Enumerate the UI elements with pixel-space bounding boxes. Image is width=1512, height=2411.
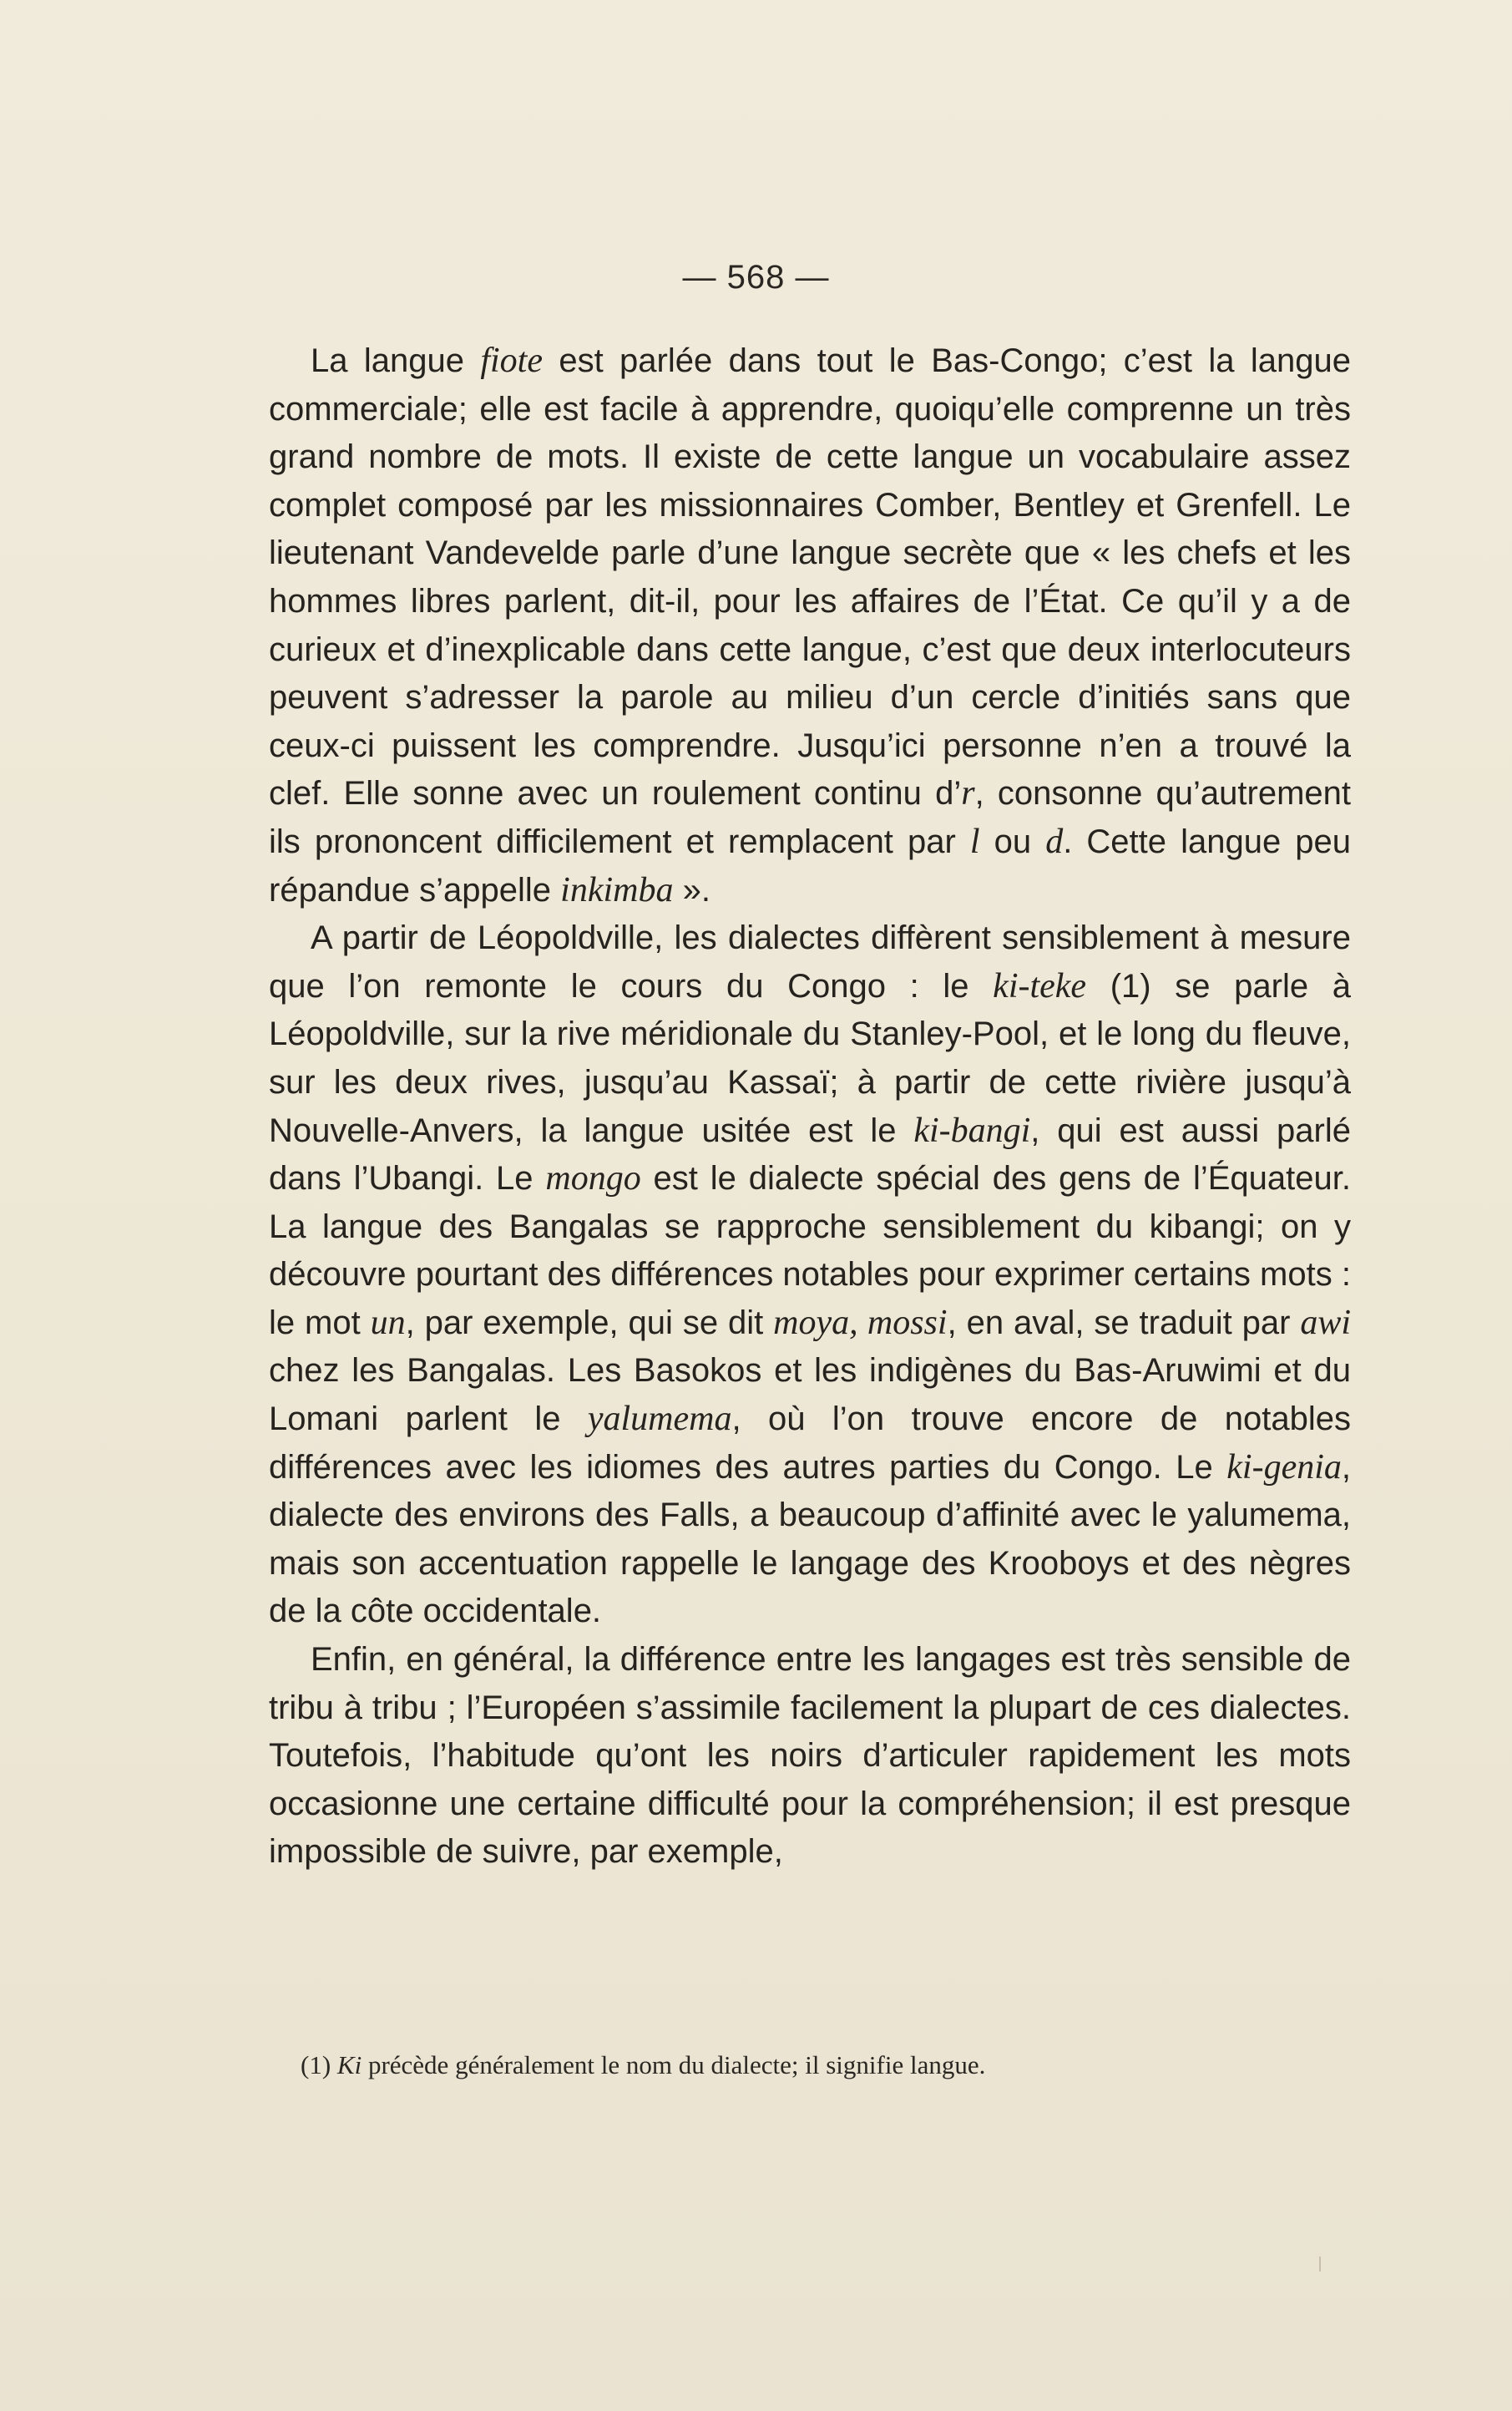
text-run: , par exemple, qui se dit: [405, 1304, 774, 1341]
paragraph: [269, 1636, 1351, 1877]
italic-term: ki-genia: [1226, 1447, 1342, 1487]
text-run: , dialecte des environs des Falls, a beaucoup d’affinité avec le yalumema, mais son accentuation rappelle le langage des Krooboys et des nègres de la côte occidentale.: [269, 1448, 1351, 1630]
paragraph: [269, 337, 1351, 914]
italic-term: inkimba: [560, 870, 674, 909]
text-run: est parlée dans tout le Bas-Congo; c’est la langue commerciale; elle est facile à apprendre, quoiqu’elle comprenne un très grand nombre de mots. Il existe de cette langue un vocabulaire assez complet composé par les missionnaires Comber, Bentley et Grenfell. Le lieutenant Vandevelde parle d’une langue secrète que « les chefs et les hommes libres parlent, dit-il, pour les affaires de l’État. Ce qu’il y a de curieux et d’inexplicable dans cette langue, c’est que deux interlocuteurs peuvent s’adresser la parole au milieu d’un cercle d’initiés sans que ceux-ci puissent les comprendre. Jusqu’ici personne n’en a trouvé la clef. Elle sonne avec un roulement continu d’: [269, 342, 1351, 813]
text-run: Enfin, en général, la différence entre les langages est très sensible de tribu à tribu ; l’Européen s’assimile facilement la plupart de ces dialectes. Toutefois, l’habitude qu’ont les noirs d’articuler rapidement les mots occasionne une certaine difficulté pour la compréhension; il est presque impossible de suivre, par exemple,: [269, 1641, 1351, 1871]
italic-term: awi: [1300, 1303, 1351, 1342]
italic-term: mongo: [545, 1159, 641, 1198]
text-run: A partir de Léopoldville, les dialectes diffèrent sensiblement à mesure que l’on remonte le cours du Congo : le: [269, 919, 1351, 1005]
text-run: chez les Bangalas. Les Basokos et les indigènes du Bas-Aruwimi et du Lomani parlent le: [269, 1352, 1351, 1438]
italic-term: ki-teke: [993, 966, 1087, 1005]
italic-term: un: [370, 1303, 406, 1342]
italic-term: yalumema: [587, 1400, 732, 1439]
text-run: ou: [979, 823, 1046, 860]
paper-speck: [1319, 2257, 1321, 2272]
text-run: , où l’on trouve encore de notables différences avec les idiomes des autres parties du Congo. Le: [269, 1401, 1352, 1486]
footnote: [301, 2049, 1353, 2082]
italic-term: ki-bangi: [913, 1111, 1031, 1150]
main-text: [269, 337, 1351, 1877]
text-run: . Cette langue peu répandue s’appelle: [269, 823, 1351, 909]
text-run: , en aval, se traduit par: [947, 1304, 1301, 1341]
text-run: est le dialecte spécial des gens de l’Équateur. La langue des Bangalas se rapproche sensiblement du kibangi; on y découvre pourtant des différences notables pour exprimer certains mots : le mot: [269, 1160, 1351, 1341]
text-run: précède généralement le nom du dialecte; il signifie langue.: [362, 2050, 986, 2079]
italic-term: d: [1045, 822, 1064, 861]
italic-term: r: [961, 774, 975, 813]
text-run: (1) se parle à Léopoldville, sur la rive méridionale du Stanley-Pool, et le long du fleuve, sur les deux rives, jusqu’au Kassaï; à partir de cette rivière jusqu’à Nouvelle-Anvers, la langue usitée est le: [269, 967, 1351, 1149]
page-number: — 568 —: [682, 259, 830, 296]
italic-term: l: [969, 822, 980, 861]
text-run: , qui est aussi parlé dans l’Ubangi. Le: [269, 1112, 1351, 1198]
italic-term: fiote: [480, 342, 543, 380]
paragraph: [269, 914, 1351, 1636]
text-run: La langue: [311, 342, 481, 379]
text-run: (1): [301, 2050, 337, 2079]
text-run: , consonne qu’autrement ils prononcent difficilement et remplacent par: [269, 775, 1352, 860]
text-run: ».: [673, 871, 710, 909]
italic-term: Ki: [336, 2050, 362, 2079]
italic-term: moya, mossi: [773, 1303, 948, 1342]
